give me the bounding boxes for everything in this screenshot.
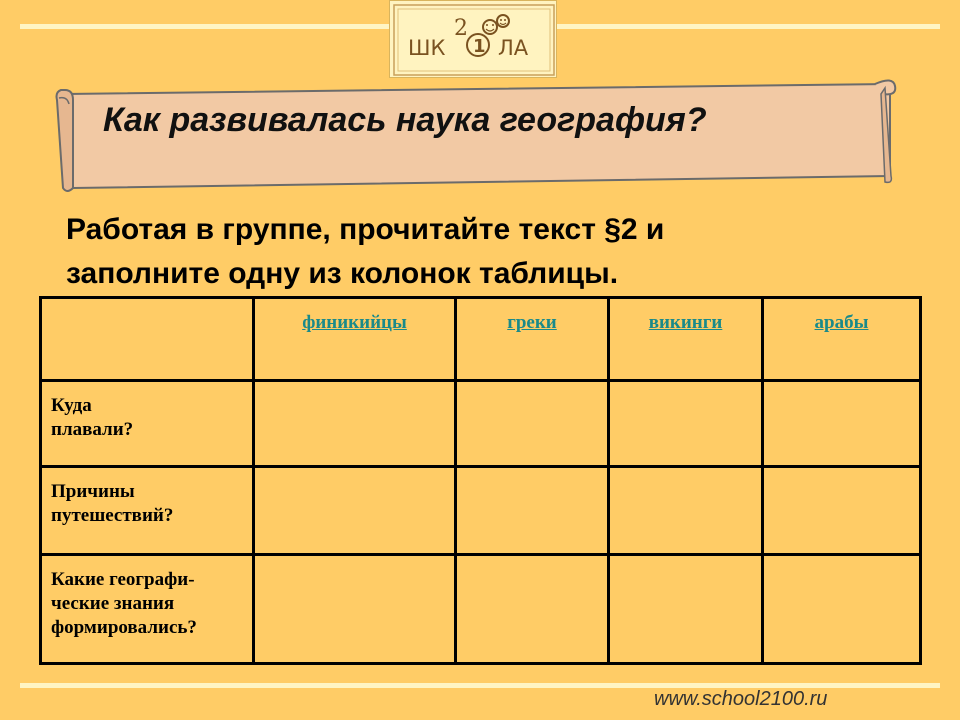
answer-cell[interactable] [456, 467, 609, 555]
title-banner [55, 76, 900, 196]
answer-cell[interactable] [456, 555, 609, 664]
row-question-line: ческие знания [51, 593, 175, 614]
answer-cell[interactable] [254, 381, 456, 467]
row-header-cell [41, 555, 254, 664]
answer-cell[interactable] [763, 467, 921, 555]
row-question-knowledge [42, 556, 252, 640]
table-header-row [41, 298, 921, 381]
row-question-line: плавали? [51, 419, 134, 440]
row-header-cell [41, 467, 254, 555]
svg-text:1: 1 [473, 36, 486, 57]
instruction-line-1: Работая в группе, прочитайте текст §2 и [66, 213, 665, 246]
row-header-cell [41, 381, 254, 467]
svg-text:2: 2 [454, 16, 468, 41]
column-link-phoenicians[interactable]: финикийцы [302, 312, 407, 333]
research-table [39, 296, 922, 665]
row-question-line: Какие географи- [51, 569, 195, 590]
school-logo [389, 0, 557, 78]
column-link-vikings[interactable]: викинги [648, 312, 723, 333]
column-link-arabs[interactable]: арабы [814, 312, 869, 333]
table-header-cell [609, 298, 763, 381]
answer-cell[interactable] [456, 381, 609, 467]
answer-cell[interactable] [609, 555, 763, 664]
footer-website: www.school2100.ru [654, 688, 828, 710]
table-header-cell [763, 298, 921, 381]
row-question-line: формировались? [51, 617, 197, 638]
table-corner-cell [41, 298, 254, 381]
answer-cell[interactable] [763, 555, 921, 664]
row-question-line: Куда [51, 395, 92, 416]
table-row [41, 381, 921, 467]
answer-cell[interactable] [254, 555, 456, 664]
answer-cell[interactable] [254, 467, 456, 555]
page-title: Как развивалась наука география? [103, 101, 707, 139]
table-header-cell [456, 298, 609, 381]
table-row [41, 467, 921, 555]
column-link-greeks[interactable]: греки [507, 312, 557, 333]
instruction-line-2: заполните одну из колонок таблицы. [66, 257, 619, 290]
row-question-where [42, 382, 252, 442]
answer-cell[interactable] [609, 467, 763, 555]
answer-cell[interactable] [609, 381, 763, 467]
row-question-line: путешествий? [51, 505, 174, 526]
instruction-text [66, 208, 846, 296]
logo-text-right: ЛА [498, 36, 529, 60]
logo-text-left: ШК [408, 36, 446, 60]
row-question-reasons [42, 468, 252, 528]
answer-cell[interactable] [763, 381, 921, 467]
table-row [41, 555, 921, 664]
row-question-line: Причины [51, 481, 135, 502]
table-header-cell [254, 298, 456, 381]
